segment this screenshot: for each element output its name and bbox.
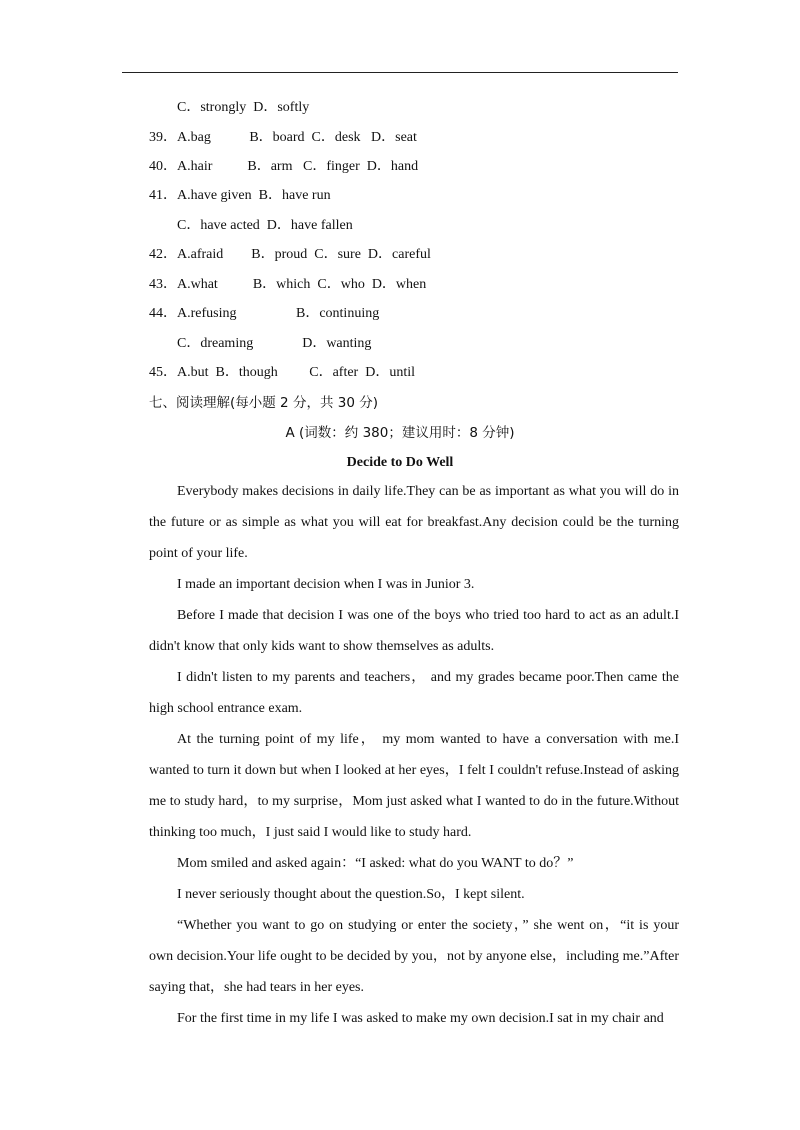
paragraph: I made an important decision when I was in Junior 3.: [177, 577, 475, 592]
option-line: 39．A.bag B．board C．desk D．seat: [149, 130, 417, 145]
option-line: C．have acted D．have fallen: [177, 218, 353, 233]
paragraph: Everybody makes decisions in daily life.They can be as important as what you will do in the future or as simple as what you will eat for breakfast.Any decision could be the turning point of your life.: [149, 484, 679, 561]
paragraph: At the turning point of my life， my mom wanted to have a conversation with me.I wanted to turn it down but when I looked at her eyes，I felt I couldn't refuse.Instead of asking me to study hard，to my surprise，Mom just asked what I wanted to do in the future.Without thinking too much，I just said I would like to study hard.: [149, 732, 679, 840]
option-line: C．strongly D．softly: [177, 100, 310, 115]
passage-label: A (词数：约 380；建议用时：8 分钟): [285, 425, 515, 441]
header-rule: [122, 72, 678, 73]
paragraph: I didn't listen to my parents and teachers， and my grades became poor.Then came the high school entrance exam.: [149, 670, 679, 716]
option-line: 40．A.hair B．arm C．finger D．hand: [149, 159, 419, 174]
option-line: 45．A.but B．though C．after D．until: [149, 365, 415, 380]
paragraph: Before I made that decision I was one of the boys who tried too hard to act as an adult.I didn't know that only kids want to show themselves as adults.: [149, 608, 679, 654]
option-line: 41．A.have given B．have run: [149, 188, 331, 203]
option-line: 43．A.what B．which C．who D．when: [149, 277, 427, 292]
option-line: C．dreaming D．wanting: [177, 336, 372, 351]
paragraph: “Whether you want to go on studying or enter the society，” she went on，“it is your own decision.Your life ought to be decided by you，not by anyone else，including me.”After saying that，she had tears in her eyes.: [149, 918, 679, 995]
option-line: 42．A.afraid B．proud C．sure D．careful: [149, 247, 431, 262]
passage-body: [149, 476, 679, 1034]
paragraph: For the first time in my life I was asked to make my own decision.I sat in my chair and: [177, 1011, 664, 1026]
section-heading: 七、阅读理解(每小题 2 分，共 30 分): [149, 395, 378, 411]
option-line: 44．A.refusing B．continuing: [149, 306, 380, 321]
paragraph: Mom smiled and asked again：“I asked: what do you WANT to do？”: [177, 856, 574, 871]
passage-title: Decide to Do Well: [346, 455, 454, 470]
paragraph: I never seriously thought about the question.So，I kept silent.: [177, 887, 525, 902]
